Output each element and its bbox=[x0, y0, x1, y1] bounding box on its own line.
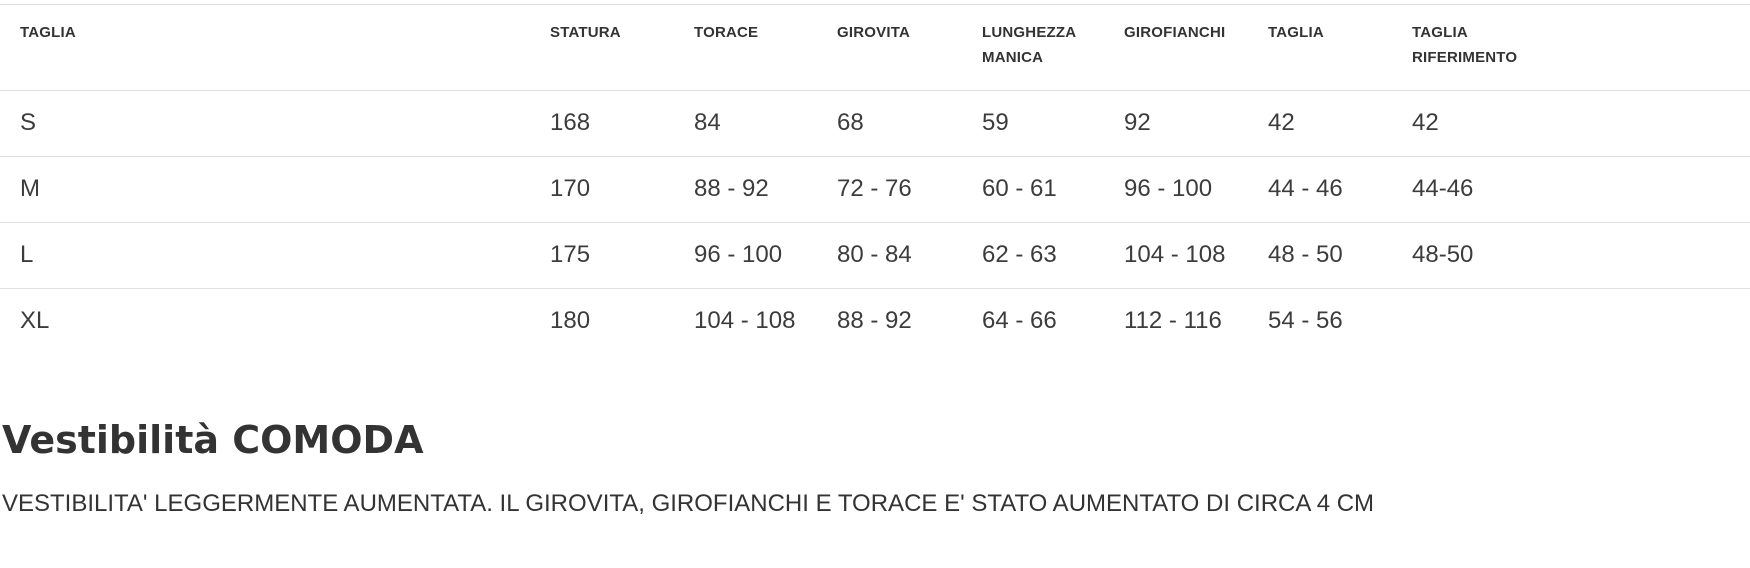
table-row bbox=[0, 90, 1750, 156]
measure-value-cell: 72 - 76 bbox=[837, 175, 912, 202]
size-label-cell: XL bbox=[20, 307, 50, 335]
measure-value-cell: 180 bbox=[550, 307, 591, 335]
column-header-2 bbox=[694, 5, 837, 91]
measure-value-cell bbox=[1412, 288, 1750, 354]
size-table bbox=[0, 4, 1750, 354]
measure-value-cell: 59 bbox=[982, 109, 1009, 136]
measure-value-cell: 104 - 108 bbox=[694, 307, 796, 335]
column-header-label: LUNGHEZZA MANICA bbox=[982, 24, 1076, 66]
measure-value-cell: 64 - 66 bbox=[982, 307, 1057, 335]
size-label-cell: L bbox=[20, 241, 34, 268]
size-table-body bbox=[0, 90, 1750, 354]
column-header-1 bbox=[550, 5, 694, 91]
fit-title: Vestibilità COMODA bbox=[2, 418, 424, 462]
size-table-header-row bbox=[0, 5, 1750, 91]
column-header-4 bbox=[982, 5, 1124, 91]
measure-value-cell: 88 - 92 bbox=[694, 175, 769, 202]
table-row bbox=[0, 288, 1750, 354]
measure-value-cell: 42 bbox=[1268, 109, 1295, 136]
measure-value-cell: 44-46 bbox=[1412, 175, 1474, 202]
column-header-0 bbox=[0, 5, 550, 91]
column-header-label: TAGLIA RIFERIMENTO bbox=[1412, 24, 1518, 66]
column-header-label: GIROFIANCHI bbox=[1124, 24, 1226, 41]
size-guide-page bbox=[0, 4, 1750, 520]
fit-description: VESTIBILITA' LEGGERMENTE AUMENTATA. IL GIROVITA, GIROFIANCHI E TORACE E' STATO AUMENTATO DI CIRCA 4 CM bbox=[2, 489, 1375, 517]
measure-value-cell: 80 - 84 bbox=[837, 241, 912, 268]
column-header-label: TAGLIA bbox=[20, 24, 76, 41]
measure-value-cell: 60 - 61 bbox=[982, 175, 1057, 202]
measure-value-cell: 112 - 116 bbox=[1124, 307, 1222, 335]
measure-value-cell: 88 - 92 bbox=[837, 307, 912, 335]
column-header-6 bbox=[1268, 5, 1412, 91]
table-row bbox=[0, 222, 1750, 288]
column-header-5 bbox=[1124, 5, 1268, 91]
column-header-7 bbox=[1412, 5, 1750, 91]
measure-value-cell: 84 bbox=[694, 109, 721, 136]
measure-value-cell: 42 bbox=[1412, 109, 1439, 136]
measure-value-cell: 92 bbox=[1124, 109, 1151, 136]
measure-value-cell: 48-50 bbox=[1412, 241, 1474, 268]
size-label-cell: S bbox=[20, 109, 37, 136]
measure-value-cell: 175 bbox=[550, 241, 591, 268]
measure-value-cell: 68 bbox=[837, 109, 864, 136]
measure-value-cell: 62 - 63 bbox=[982, 241, 1057, 268]
measure-value-cell: 96 - 100 bbox=[1124, 175, 1213, 202]
size-label-cell: M bbox=[20, 175, 40, 202]
table-row bbox=[0, 156, 1750, 222]
measure-value-cell: 96 - 100 bbox=[694, 241, 783, 268]
column-header-label: TAGLIA bbox=[1268, 24, 1324, 41]
column-header-label: TORACE bbox=[694, 24, 759, 41]
column-header-label: STATURA bbox=[550, 24, 621, 41]
measure-value-cell: 170 bbox=[550, 175, 591, 202]
measure-value-cell: 54 - 56 bbox=[1268, 307, 1343, 335]
measure-value-cell: 104 - 108 bbox=[1124, 241, 1226, 268]
column-header-3 bbox=[837, 5, 982, 91]
measure-value-cell: 168 bbox=[550, 109, 591, 136]
column-header-label: GIROVITA bbox=[837, 24, 910, 41]
measure-value-cell: 44 - 46 bbox=[1268, 175, 1343, 202]
measure-value-cell: 48 - 50 bbox=[1268, 241, 1343, 268]
